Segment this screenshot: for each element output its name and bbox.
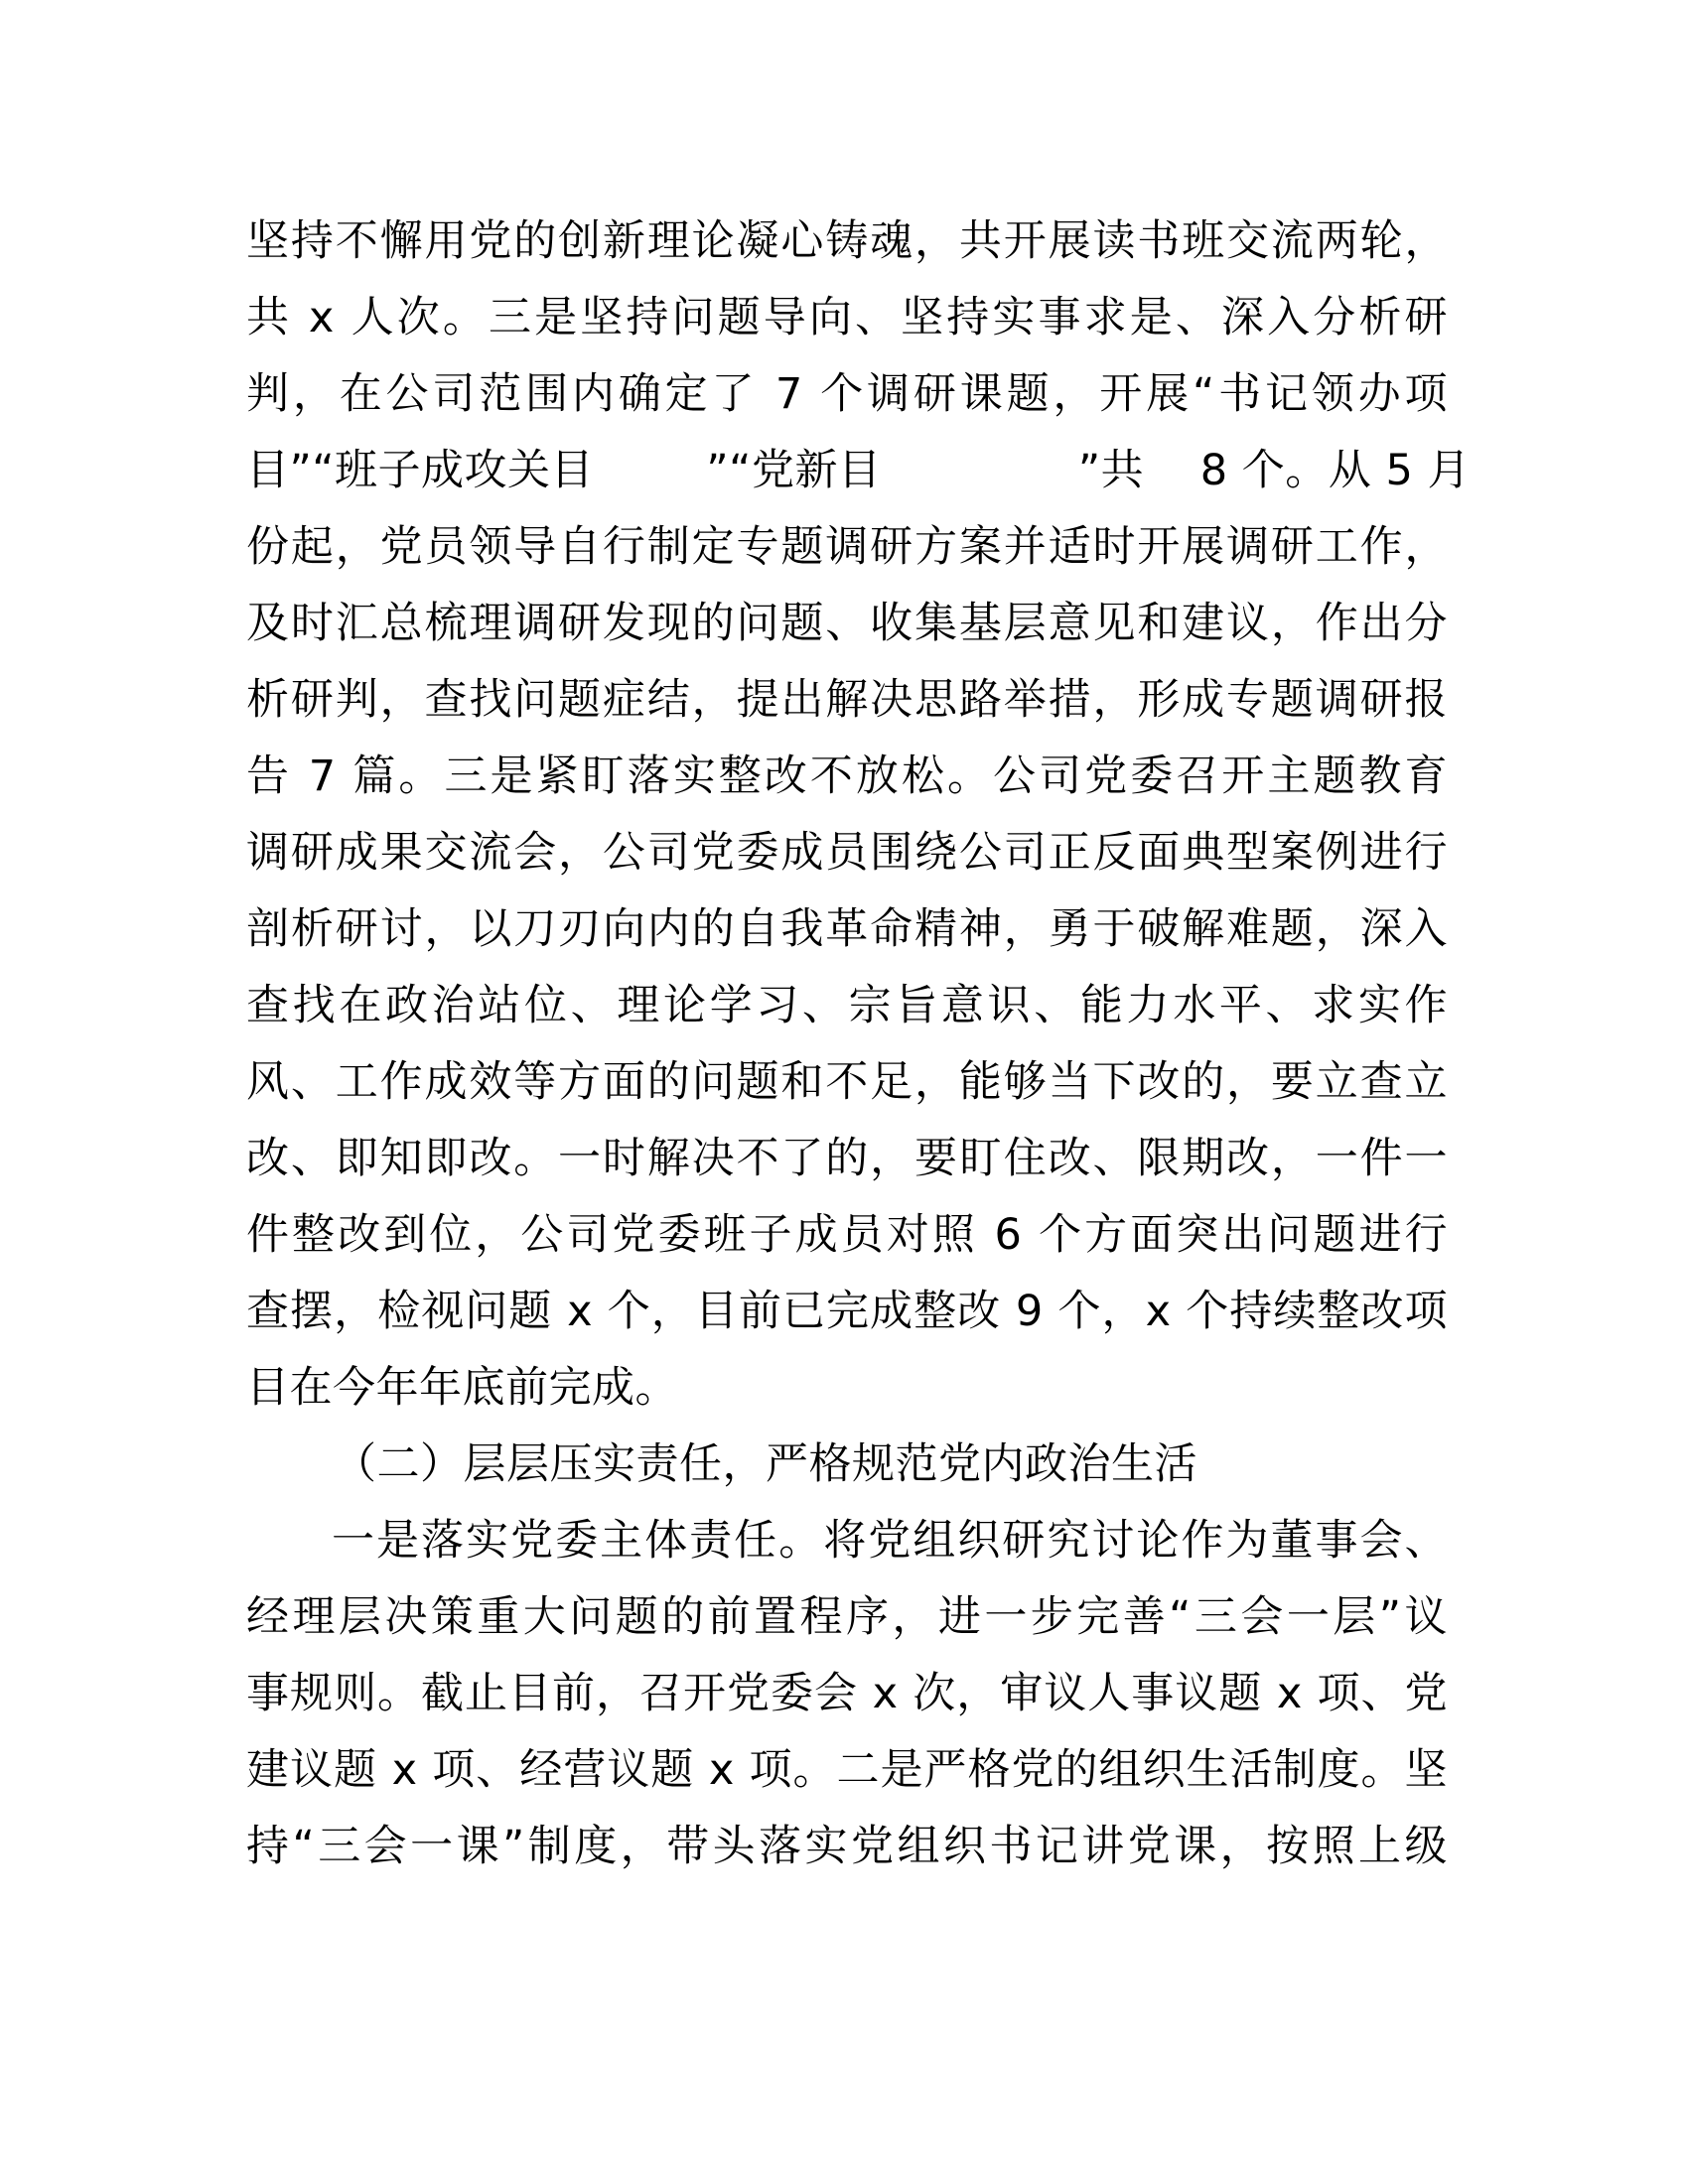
text-line: 及时汇总梳理调研发现的问题、收集基层意见和建议，作出分: [246, 599, 1448, 648]
text-line: 共 x 人次。三是坚持问题导向、坚持实事求是、深入分析研: [246, 293, 1448, 342]
text-line: 调研成果交流会，公司党委成员围绕公司正反面典型案例进行: [246, 828, 1448, 878]
text-line: 查摆，检视问题 x 个，目前已完成整改 9 个，x 个持续整改项: [246, 1287, 1448, 1336]
text-line: 判，在公司范围内确定了 7 个调研课题，开展“书记领办项: [246, 369, 1448, 419]
text-line: 风、工作成效等方面的问题和不足，能够当下改的，要立查立: [246, 1057, 1448, 1107]
text-line: 一是落实党委主体责任。将党组织研究讨论作为董事会、: [332, 1516, 1448, 1566]
text-line: 事规则。截止目前，召开党委会 x 次，审议人事议题 x 项、党: [246, 1669, 1448, 1718]
text-line: 份起，党员领导自行制定专题调研方案并适时开展调研工作，: [246, 522, 1448, 572]
text-line: 目”“班子成攻关目 ”“党新目 ”共 8 个。从 5 月: [246, 446, 1471, 495]
paragraph-1: [246, 204, 1471, 1427]
text-line: 目在今年年底前完成。: [246, 1363, 678, 1413]
text-line: 件整改到位，公司党委班子成员对照 6 个方面突出问题进行: [246, 1210, 1448, 1260]
document-body: [246, 204, 1471, 1885]
section-heading: （二）层层压实责任，严格规范党内政治生活: [334, 1439, 1197, 1489]
text-line: 经理层决策重大问题的前置程序，进一步完善“三会一层”议: [246, 1592, 1448, 1642]
text-line: 查找在政治站位、理论学习、宗旨意识、能力水平、求实作: [246, 981, 1448, 1030]
text-line: 建议题 x 项、经营议题 x 项。二是严格党的组织生活制度。坚: [246, 1745, 1448, 1795]
text-line: 告 7 篇。三是紧盯落实整改不放松。公司党委召开主题教育: [246, 751, 1448, 801]
text-line: 坚持不懈用党的创新理论凝心铸魂，共开展读书班交流两轮，: [246, 216, 1448, 266]
text-line: 持“三会一课”制度，带头落实党组织书记讲党课，按照上级: [246, 1822, 1448, 1871]
text-line: 改、即知即改。一时解决不了的，要盯住改、限期改，一件一: [246, 1134, 1448, 1183]
text-line: 析研判，查找问题症结，提出解决思路举措，形成专题调研报: [246, 675, 1448, 725]
text-line: 剖析研讨，以刀刃向内的自我革命精神，勇于破解难题，深入: [246, 904, 1448, 954]
paragraph-2: [246, 1503, 1448, 1885]
